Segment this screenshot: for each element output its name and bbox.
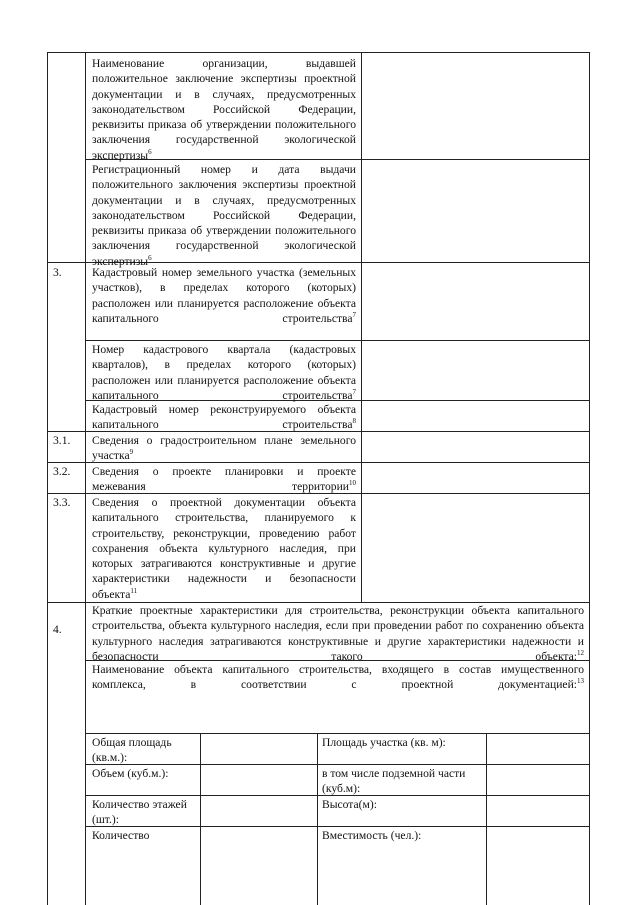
grid-divider-3 — [486, 733, 487, 905]
urban-plan-label: Сведения о градостроительном плане земельного участка$^9$ — [92, 434, 356, 463]
grid-divider-1 — [200, 733, 201, 905]
table-top — [47, 52, 589, 53]
reconstructed-object-label: Кадастровый номер реконструируемого объекта капитального строительства$^8$ — [92, 403, 356, 432]
number-column-divider — [85, 52, 86, 905]
floors-label: Количество этажей (шт.): — [92, 798, 187, 827]
registration-number-label: Регистрационный номер и дата выдачи положительного заключения экспертизы проектной документации и в случаях, предусмотренных законодательством Российской Федерации, реквизиты приказа об утверждении положительного заключения государственной экологической экспертизы$^6$ — [92, 163, 356, 268]
project-documentation-label: Сведения о проектной документации объекта капитального строительства, планируемого к строительству, реконструкции, проведению работ сохранения объекта культурного наследия, при которых затрагиваются конструктивные и другие характеристики надежности и безопасности объекта$^{11}$ — [92, 496, 356, 601]
section-number: 3.1. — [53, 434, 71, 447]
volume-label: Объем (куб.м.): — [92, 767, 169, 780]
section-number: 3.2. — [53, 465, 71, 478]
design-characteristics-label: Краткие проектные характеристики для строительства, реконструкции объекта капитального строительства, объекта культурного наследия, если при проведении работ по сохранению объекта культурного наследия затрагиваются конструктивные и другие характеристики надежности и безопасности такого объекта:$^{12}$ — [92, 604, 584, 663]
cadastral-quarter-label: Номер кадастрового квартала (кадастровых кварталов), в пределах которого (которых) расположен или планируется расположение объекта капитального строительства$^7$ — [92, 343, 356, 402]
grid-divider-2 — [317, 733, 318, 905]
height-label: Высота(м): — [322, 798, 377, 811]
object-name-label: Наименование объекта капитального строительства, входящего в состав имущественного комплекса, в соответствии с проектной документацией:$^{13}$ — [92, 663, 584, 692]
total-area-label: Общая площадь (кв.м.): — [92, 736, 172, 765]
table-border-left — [47, 52, 48, 905]
table-border-right — [589, 52, 590, 905]
site-area-label: Площадь участка (кв. м): — [322, 736, 446, 749]
section-number: 4. — [53, 623, 62, 636]
cadastral-number-label: Кадастровый номер земельного участка (земельных участков), в пределах которого (которых) расположен или планируется расположение объекта капитального строительства$^7$ — [92, 266, 356, 325]
row-divider — [85, 733, 589, 734]
section-number: 3. — [53, 266, 62, 279]
count-label: Количество — [92, 829, 150, 842]
row-divider — [85, 340, 589, 341]
value-column-divider — [361, 52, 362, 602]
underground-volume-label: в том числе подземной части (куб.м): — [322, 767, 466, 796]
section-number: 3.3. — [53, 496, 71, 509]
capacity-label: Вместимость (чел.): — [322, 829, 422, 842]
org-name-label: Наименование организации, выдавшей положительное заключение экспертизы проектной документации и в случаях, предусмотренных законодательством Российской Федерации, реквизиты приказа об утверждении положительного заключения государственной экологической экспертизы$^6$ — [92, 57, 356, 162]
planning-project-label: Сведения о проекте планировки и проекте межевания территории$^{10}$ — [92, 465, 356, 494]
